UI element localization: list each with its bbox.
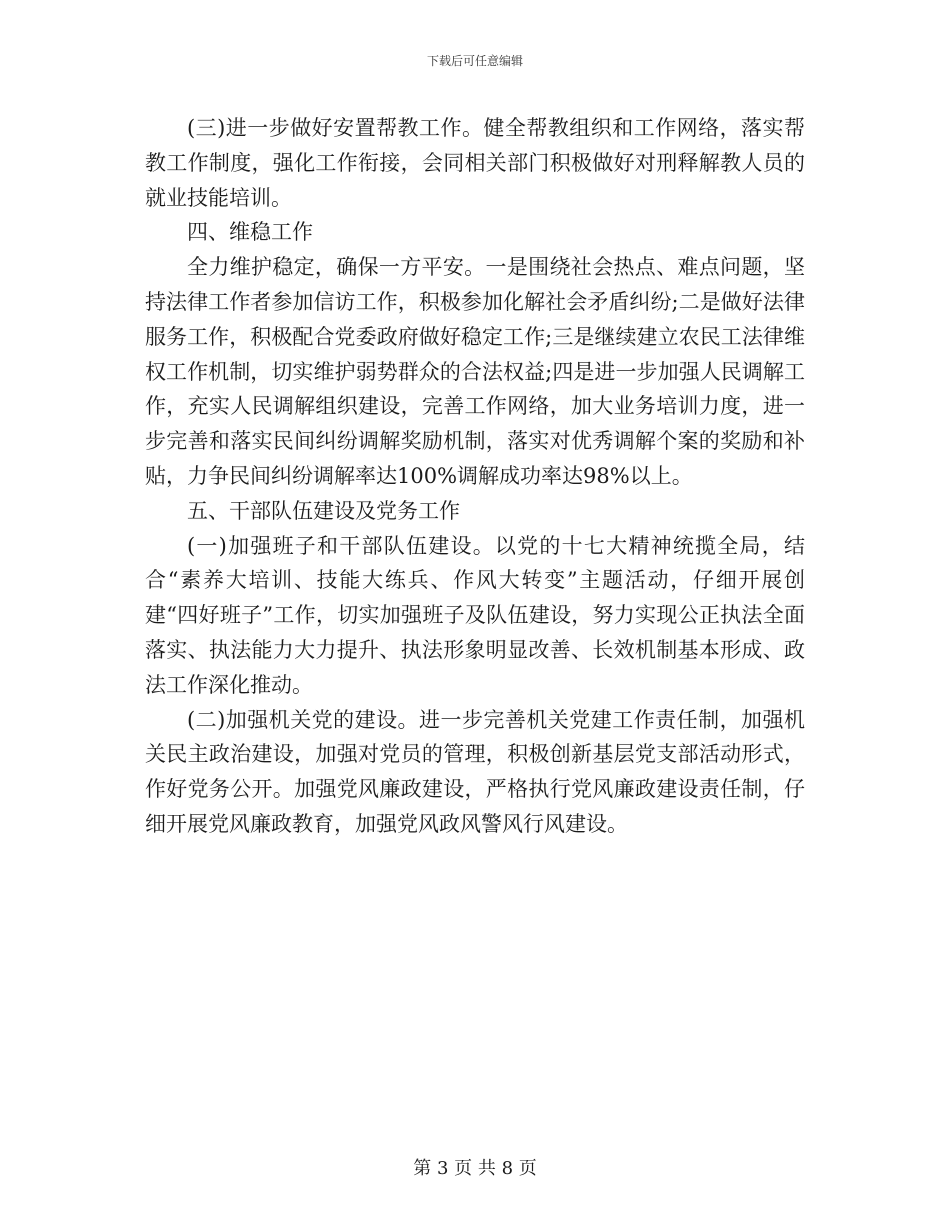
heading-cadre: 五、干部队伍建设及党务工作: [187, 498, 460, 523]
paragraph-team-building: (一)加强班子和干部队伍建设。以党的十七大精神统揽全局，结合“素养大培训、技能大练兵、作风大转变”主题活动，仔细开展创建“四好班子”工作，切实加强班子及队伍建设，努力实现公正执法全面落实、执法能力大力提升、执法形象明显改善、长效机制基本形成、政法工作深化推动。: [145, 533, 805, 697]
document-body: [145, 111, 805, 842]
page-number: 第 3 页 共 8 页: [413, 1158, 537, 1179]
page-header: 下载后可任意编辑: [426, 54, 523, 68]
paragraph-stability: 全力维护稳定，确保一方平安。一是围绕社会热点、难点问题，坚持法律工作者参加信访工作，积极参加化解社会矛盾纠纷;二是做好法律服务工作，积极配合党委政府做好稳定工作;三是继续建立农民工法律维权工作机制，切实维护弱势群众的合法权益;四是进一步加强人民调解工作，充实人民调解组织建设，完善工作网络，加大业务培训力度，进一步完善和落实民间纠纷调解奖励机制，落实对优秀调解个案的奖励和补贴，力争民间纠纷调解率达100%调解成功率达98%以上。: [145, 255, 805, 488]
heading-stability: 四、维稳工作: [187, 220, 313, 245]
paragraph-party-building: (二)加强机关党的建设。进一步完善机关党建工作责任制，加强机关民主政治建设，加强对党员的管理，积极创新基层党支部活动形式，作好党务公开。加强党风廉政建设，严格执行党风廉政建设责任制，仔细开展党风廉政教育，加强党风政风警风行风建设。: [145, 707, 805, 836]
paragraph-resettlement: (三)进一步做好安置帮教工作。健全帮教组织和工作网络，落实帮教工作制度，强化工作衔接，会同相关部门积极做好对刑释解教人员的就业技能培训。: [145, 116, 805, 210]
